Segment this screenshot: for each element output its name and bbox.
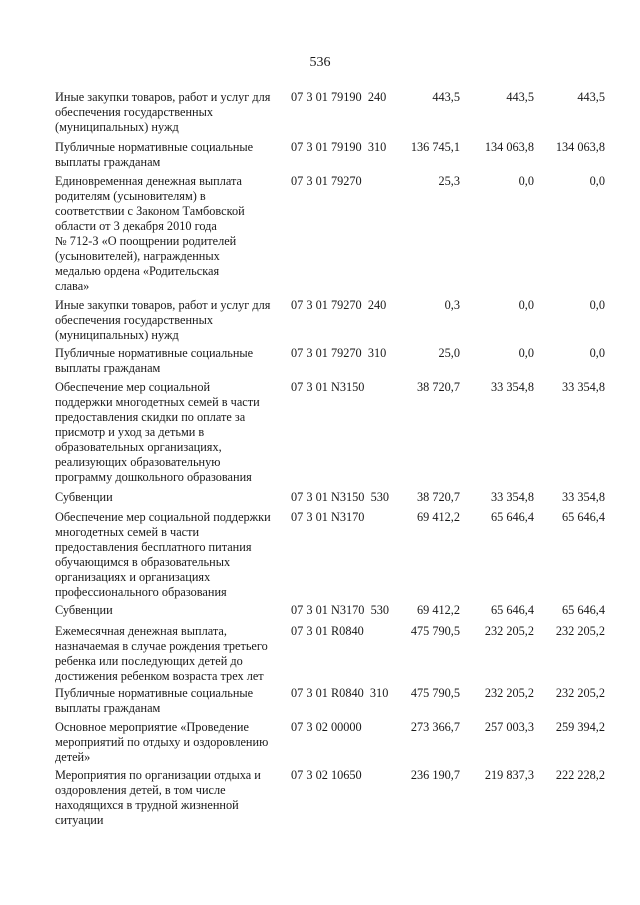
row-code: 07 3 01 R0840 — [291, 624, 364, 638]
row-code: 07 3 01 79270 — [291, 174, 362, 188]
row-value-3: 33 354,8 — [561, 380, 605, 394]
row-value-2: 65 646,4 — [490, 603, 534, 617]
row-description: Публичные нормативные социальные выплаты гражданам — [55, 686, 254, 715]
row-code: 07 3 02 10650 — [291, 768, 362, 782]
row-value-1: 38 720,7 — [416, 380, 460, 394]
row-value-1: 443,5 — [432, 90, 460, 104]
row-value-1: 25,3 — [438, 174, 460, 188]
row-value-1: 273 366,7 — [410, 720, 460, 734]
row-code: 07 3 02 00000 — [291, 720, 362, 734]
row-value-2: 232 205,2 — [484, 624, 534, 638]
row-value-2: 257 003,3 — [484, 720, 534, 734]
row-value-3: 443,5 — [577, 90, 605, 104]
row-value-1: 136 745,1 — [410, 140, 460, 154]
row-description: Иные закупки товаров, работ и услуг для обеспечения государственных (муниципальных) нужд — [55, 90, 271, 134]
row-code: 07 3 01 N3170 — [291, 510, 365, 524]
row-code: 07 3 01 79270 240 — [291, 298, 387, 312]
row-value-3: 65 646,4 — [561, 603, 605, 617]
row-value-2: 0,0 — [518, 346, 534, 360]
row-value-2: 0,0 — [518, 298, 534, 312]
row-value-3: 134 063,8 — [555, 140, 605, 154]
row-code: 07 3 01 79190 310 — [291, 140, 387, 154]
row-description: Единовременная денежная выплата родителям (усыновителям) в соответствии с Законом Тамбовской области от 3 декабря 2010 года № 712-З «О поощрении родителей (усыновителей), награжденных медалью ордена «Родительская слава» — [55, 174, 245, 293]
row-code: 07 3 01 79190 240 — [291, 90, 387, 104]
row-value-3: 232 205,2 — [555, 686, 605, 700]
row-description: Публичные нормативные социальные выплаты гражданам — [55, 140, 254, 169]
row-description: Иные закупки товаров, работ и услуг для обеспечения государственных (муниципальных) нужд — [55, 298, 271, 342]
row-value-3: 232 205,2 — [555, 624, 605, 638]
row-code: 07 3 01 79270 310 — [291, 346, 387, 360]
row-value-2: 0,0 — [518, 174, 534, 188]
row-value-3: 33 354,8 — [561, 490, 605, 504]
row-code: 07 3 01 R0840 310 — [291, 686, 389, 700]
row-value-1: 69 412,2 — [416, 603, 460, 617]
row-value-2: 33 354,8 — [490, 380, 534, 394]
row-description: Мероприятия по организации отдыха и оздоровления детей, в том числе находящихся в трудной жизненной ситуации — [55, 768, 261, 827]
page-number: 536 — [309, 55, 331, 70]
row-code: 07 3 01 N3150 530 — [291, 490, 390, 504]
row-value-3: 0,0 — [589, 174, 605, 188]
row-description: Субвенции — [55, 603, 113, 617]
row-value-2: 65 646,4 — [490, 510, 534, 524]
row-description: Субвенции — [55, 490, 113, 504]
row-value-2: 232 205,2 — [484, 686, 534, 700]
row-description: Обеспечение мер социальной поддержки многодетных семей в части предоставления скидки по оплате за присмотр и уход за детьми в образовательных организациях, реализующих образовательную программу дошкольного образования — [55, 380, 260, 484]
row-value-1: 0,3 — [444, 298, 460, 312]
row-description: Ежемесячная денежная выплата, назначаемая в случае рождения третьего ребенка или последующих детей до достижения ребенком возраста трех лет — [55, 624, 268, 683]
row-value-1: 69 412,2 — [416, 510, 460, 524]
row-value-3: 65 646,4 — [561, 510, 605, 524]
row-description: Основное мероприятие «Проведение мероприятий по отдыху и оздоровлению детей» — [55, 720, 269, 764]
row-value-2: 33 354,8 — [490, 490, 534, 504]
row-value-1: 475 790,5 — [410, 686, 460, 700]
row-value-3: 222 228,2 — [555, 768, 605, 782]
row-value-1: 236 190,7 — [410, 768, 460, 782]
row-description: Публичные нормативные социальные выплаты гражданам — [55, 346, 254, 375]
row-value-1: 475 790,5 — [410, 624, 460, 638]
row-value-1: 25,0 — [438, 346, 460, 360]
row-value-3: 0,0 — [589, 298, 605, 312]
row-code: 07 3 01 N3150 — [291, 380, 365, 394]
row-value-2: 443,5 — [506, 90, 534, 104]
row-value-2: 219 837,3 — [484, 768, 534, 782]
row-value-3: 0,0 — [589, 346, 605, 360]
row-value-3: 259 394,2 — [555, 720, 605, 734]
row-value-1: 38 720,7 — [416, 490, 460, 504]
row-code: 07 3 01 N3170 530 — [291, 603, 390, 617]
row-value-2: 134 063,8 — [484, 140, 534, 154]
row-description: Обеспечение мер социальной поддержки многодетных семей в части предоставления бесплатного питания обучающимся в образовательных организациях и организациях профессионального образования — [55, 510, 271, 599]
